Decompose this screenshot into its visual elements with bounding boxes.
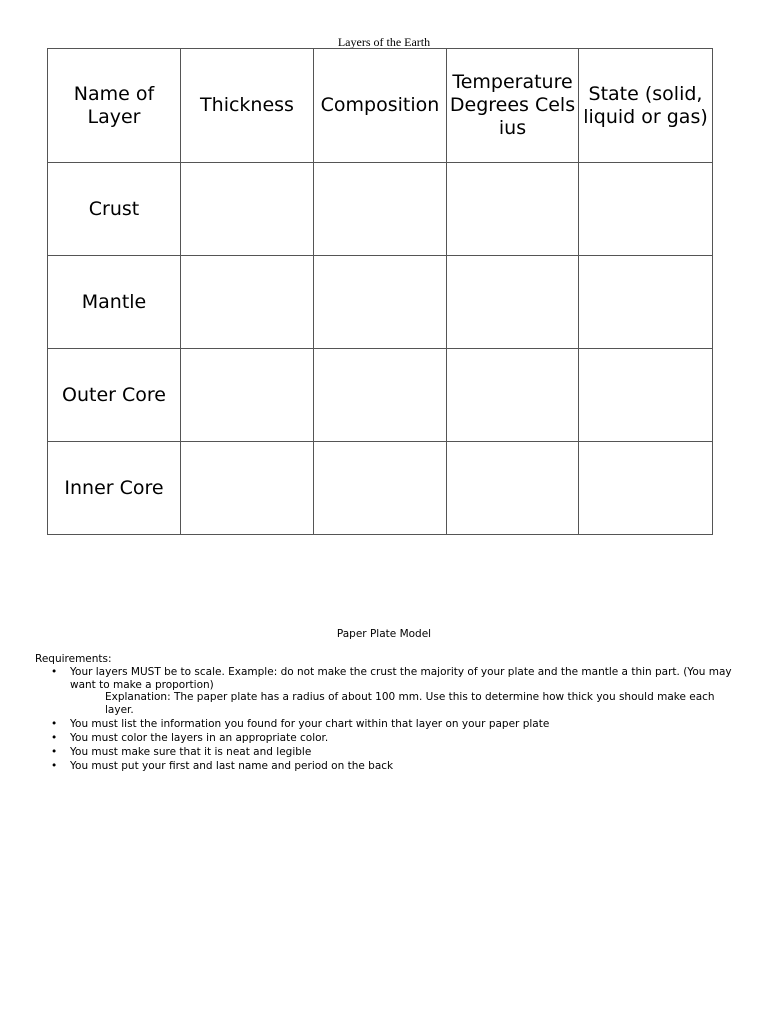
state-cell xyxy=(579,442,713,535)
list-item xyxy=(35,746,735,759)
composition-cell xyxy=(314,349,447,442)
list-item xyxy=(35,718,735,731)
thickness-cell xyxy=(181,163,314,256)
bullet-icon: • xyxy=(51,717,58,730)
header-state: State (solid, liquid or gas) xyxy=(579,49,713,163)
state-cell xyxy=(579,163,713,256)
temperature-cell xyxy=(447,163,579,256)
state-cell xyxy=(579,349,713,442)
layer-name-cell: Outer Core xyxy=(48,349,181,442)
layer-name-cell: Inner Core xyxy=(48,442,181,535)
layer-name-cell: Crust xyxy=(48,163,181,256)
document-title: Layers of the Earth xyxy=(337,35,431,49)
table-row xyxy=(48,349,713,442)
temperature-cell xyxy=(447,256,579,349)
requirement-explanation: Explanation: The paper plate has a radius of about 100 mm. Use this to determine how thick you should make each layer. xyxy=(105,691,715,716)
bullet-icon: • xyxy=(51,759,58,772)
temperature-cell xyxy=(447,442,579,535)
requirement-text: Your layers MUST be to scale. Example: do not make the crust the majority of your plate and the mantle a thin part. (You may want to make a proportion) xyxy=(70,666,732,691)
header-temperature: Temperature Degrees Celsius xyxy=(447,49,579,163)
thickness-cell xyxy=(181,349,314,442)
requirement-text: You must list the information you found for your chart within that layer on your paper plate xyxy=(70,717,550,730)
bullet-icon: • xyxy=(51,731,58,744)
header-thickness: Thickness xyxy=(181,49,314,163)
table-row xyxy=(48,442,713,535)
composition-cell xyxy=(314,163,447,256)
composition-cell xyxy=(314,256,447,349)
list-item xyxy=(35,732,735,745)
requirement-text: You must make sure that it is neat and legible xyxy=(70,745,312,758)
model-title: Paper Plate Model xyxy=(336,628,432,640)
bullet-icon: • xyxy=(51,745,58,758)
state-cell xyxy=(579,256,713,349)
thickness-cell xyxy=(181,442,314,535)
table-header-row xyxy=(48,49,713,163)
table-row xyxy=(48,163,713,256)
bullet-icon: • xyxy=(51,666,58,678)
list-item xyxy=(35,760,735,773)
list-item xyxy=(35,666,735,716)
thickness-cell xyxy=(181,256,314,349)
requirements-label: Requirements: xyxy=(35,653,112,665)
header-name-of-layer: Name of Layer xyxy=(48,49,181,163)
requirement-text: You must color the layers in an appropriate color. xyxy=(70,731,329,744)
header-composition: Composition xyxy=(314,49,447,163)
requirements-list xyxy=(35,666,735,774)
requirement-text: You must put your first and last name and period on the back xyxy=(70,759,394,772)
table-row xyxy=(48,256,713,349)
layer-name-cell: Mantle xyxy=(48,256,181,349)
layers-table xyxy=(47,48,713,535)
temperature-cell xyxy=(447,349,579,442)
composition-cell xyxy=(314,442,447,535)
